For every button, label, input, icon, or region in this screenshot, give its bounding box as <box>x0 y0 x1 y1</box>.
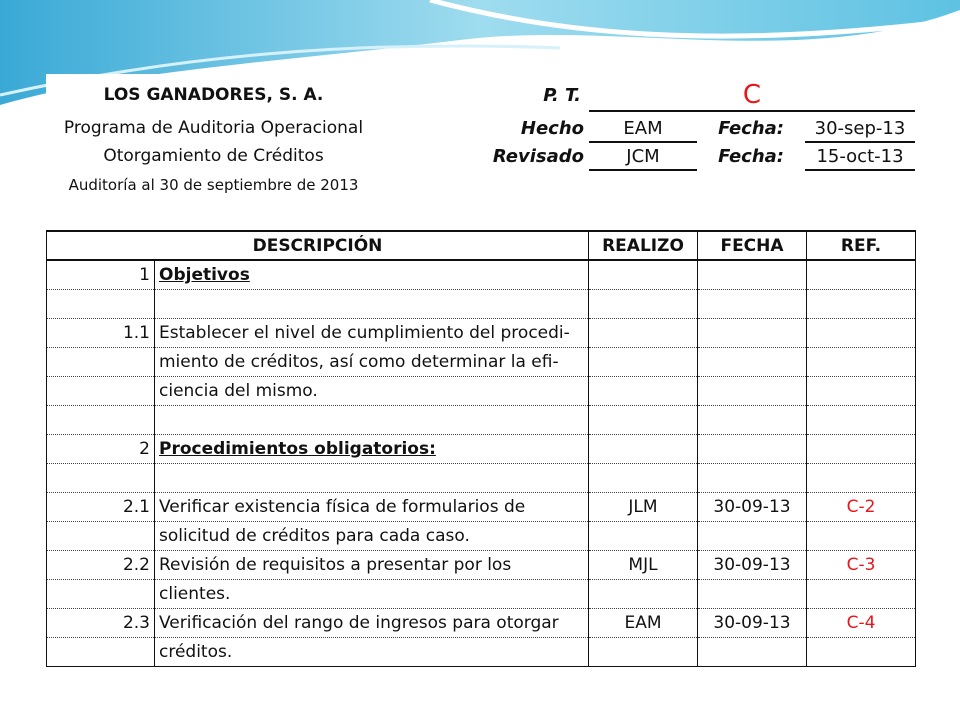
row-realizo: MJL <box>589 551 698 580</box>
row-number: 2 <box>47 435 155 464</box>
table-header-row <box>47 231 916 260</box>
row-realizo <box>589 406 698 435</box>
row-ref <box>807 435 916 464</box>
row-ref <box>807 319 916 348</box>
col-header-fecha: FECHA <box>698 231 807 260</box>
row-number <box>47 638 155 667</box>
row-ref <box>807 464 916 493</box>
program-title: Programa de Auditoria Operacional <box>63 118 364 138</box>
row-number <box>47 290 155 319</box>
row-fecha <box>698 580 807 609</box>
table-row <box>47 260 916 290</box>
section-heading: Procedimientos obligatorios: <box>159 439 436 459</box>
row-realizo: EAM <box>589 609 698 638</box>
row-number <box>47 377 155 406</box>
table-row <box>47 290 916 319</box>
row-fecha: 30-09-13 <box>698 609 807 638</box>
audit-date-line: Auditoría al 30 de septiembre de 2013 <box>68 176 359 194</box>
table-row <box>47 609 916 638</box>
row-realizo <box>589 580 698 609</box>
row-realizo <box>589 290 698 319</box>
row-number <box>47 348 155 377</box>
fecha-label-2: Fecha: <box>718 146 784 167</box>
row-number: 2.3 <box>47 609 155 638</box>
row-description: créditos. <box>155 638 589 667</box>
row-ref <box>807 638 916 667</box>
row-fecha <box>698 348 807 377</box>
row-realizo <box>589 522 698 551</box>
row-fecha <box>698 377 807 406</box>
row-fecha <box>698 522 807 551</box>
row-number: 2.1 <box>47 493 155 522</box>
row-ref <box>807 260 916 290</box>
row-fecha <box>698 638 807 667</box>
row-number: 2.2 <box>47 551 155 580</box>
row-description <box>155 464 589 493</box>
row-fecha <box>698 319 807 348</box>
hecho-value: EAM <box>589 117 697 143</box>
row-realizo <box>589 260 698 290</box>
row-fecha: 30-09-13 <box>698 551 807 580</box>
row-description: Verificar existencia física de formularios de <box>155 493 589 522</box>
row-ref <box>807 377 916 406</box>
row-ref <box>807 522 916 551</box>
row-number <box>47 580 155 609</box>
revisado-value: JCM <box>589 145 697 171</box>
row-description <box>155 290 589 319</box>
row-ref <box>807 406 916 435</box>
col-header-descripcion: DESCRIPCIÓN <box>47 231 589 260</box>
fecha-label-1: Fecha: <box>718 118 784 139</box>
row-fecha: 30-09-13 <box>698 493 807 522</box>
table-row <box>47 522 916 551</box>
row-description: solicitud de créditos para cada caso. <box>155 522 589 551</box>
row-number <box>47 464 155 493</box>
row-fecha <box>698 435 807 464</box>
audit-program-sheet <box>46 74 915 668</box>
row-ref <box>807 580 916 609</box>
procedures-table <box>46 230 916 667</box>
row-realizo <box>589 377 698 406</box>
table-row <box>47 435 916 464</box>
row-realizo <box>589 435 698 464</box>
row-realizo <box>589 348 698 377</box>
row-description <box>155 435 589 464</box>
row-description <box>155 260 589 290</box>
table-row <box>47 493 916 522</box>
row-description: Establecer el nivel de cumplimiento del procedi- <box>155 319 589 348</box>
fecha-value-1: 30-sep-13 <box>805 117 915 143</box>
row-description: miento de créditos, así como determinar la efi- <box>155 348 589 377</box>
row-fecha <box>698 406 807 435</box>
table-row <box>47 464 916 493</box>
row-fecha <box>698 290 807 319</box>
fecha-value-2: 15-oct-13 <box>805 145 915 171</box>
row-realizo: JLM <box>589 493 698 522</box>
row-ref: C-2 <box>807 493 916 522</box>
table-row <box>47 348 916 377</box>
revisado-label: Revisado <box>492 146 584 167</box>
row-realizo <box>589 464 698 493</box>
row-ref <box>807 290 916 319</box>
row-number <box>47 522 155 551</box>
company-name: LOS GANADORES, S. A. <box>103 85 324 105</box>
row-fecha <box>698 464 807 493</box>
row-description: ciencia del mismo. <box>155 377 589 406</box>
row-ref: C-3 <box>807 551 916 580</box>
row-fecha <box>698 260 807 290</box>
hecho-label: Hecho <box>520 118 584 139</box>
row-description: Verificación del rango de ingresos para otorgar <box>155 609 589 638</box>
row-number <box>47 406 155 435</box>
table-row <box>47 319 916 348</box>
row-number: 1 <box>47 260 155 290</box>
program-subtitle: Otorgamiento de Créditos <box>103 146 324 166</box>
section-heading: Objetivos <box>159 265 250 285</box>
row-realizo <box>589 638 698 667</box>
row-description: Revisión de requisitos a presentar por los <box>155 551 589 580</box>
row-number: 1.1 <box>47 319 155 348</box>
row-ref <box>807 348 916 377</box>
pt-value: C <box>589 80 915 112</box>
table-row <box>47 377 916 406</box>
table-row <box>47 580 916 609</box>
col-header-realizo: REALIZO <box>589 231 698 260</box>
col-header-ref: REF. <box>807 231 916 260</box>
table-row <box>47 406 916 435</box>
row-description <box>155 406 589 435</box>
row-ref: C-4 <box>807 609 916 638</box>
row-description: clientes. <box>155 580 589 609</box>
table-row <box>47 551 916 580</box>
row-realizo <box>589 319 698 348</box>
table-row <box>47 638 916 667</box>
pt-label: P. T. <box>543 85 581 106</box>
